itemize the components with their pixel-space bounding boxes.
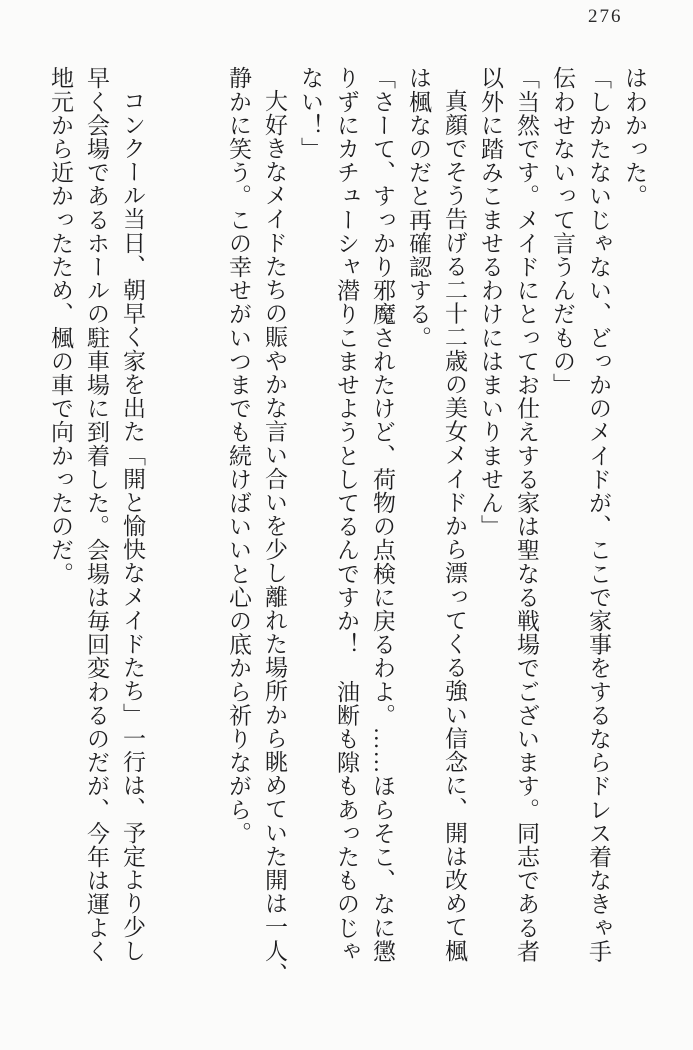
text-column: 伝わせないって言うんだもの」 bbox=[550, 66, 575, 397]
text-column: は楓なのだと再確認する。 bbox=[406, 66, 431, 350]
text-column: ない！」 bbox=[298, 66, 323, 161]
text-column: 静かに笑う。この幸せがいつまでも続けばいいと心の底から祈りながら。 bbox=[226, 66, 251, 845]
text-column: 地元から近かったため、楓の車で向かったのだ。 bbox=[48, 66, 73, 586]
text-column: 「しかたないじゃない、どっかのメイドが、ここで家事をするならドレス着なきゃ手 bbox=[586, 66, 611, 963]
scene-break-gap bbox=[150, 66, 220, 991]
text-column: 「当然です。メイドにとってお仕えする家は聖なる戦場でございます。同志である者 bbox=[514, 66, 539, 963]
text-column: 「さーて、すっかり邪魔されたけど、荷物の点検に戻るわよ。……ほらそこ、なに懲 bbox=[370, 66, 395, 963]
text-column: コンクール当日、朝早く家を出た「開と愉快なメイドたち」一行は、予定より少し bbox=[120, 89, 145, 963]
text-column: 早く会場であるホールの駐車場に到着した。会場は毎回変わるのだが、今年は運よく bbox=[84, 66, 109, 963]
text-column: はわかった。 bbox=[622, 66, 647, 208]
text-column: 大好きなメイドたちの賑やかな言い合いを少し離れた場所から眺めていた開は一人、 bbox=[262, 89, 287, 986]
text-column: りずにカチューシャ潜りこませようとしてるんですか！ 油断も隙もあったものじゃ bbox=[334, 66, 359, 963]
page-number: 276 bbox=[588, 6, 623, 27]
text-column: 以外に踏みこませるわけにはまいりません」 bbox=[478, 66, 503, 538]
text-column: 真顔でそう告げる二十二歳の美女メイドから漂ってくる強い信念に、開は改めて楓 bbox=[442, 89, 467, 963]
page-text-area bbox=[42, 66, 652, 991]
